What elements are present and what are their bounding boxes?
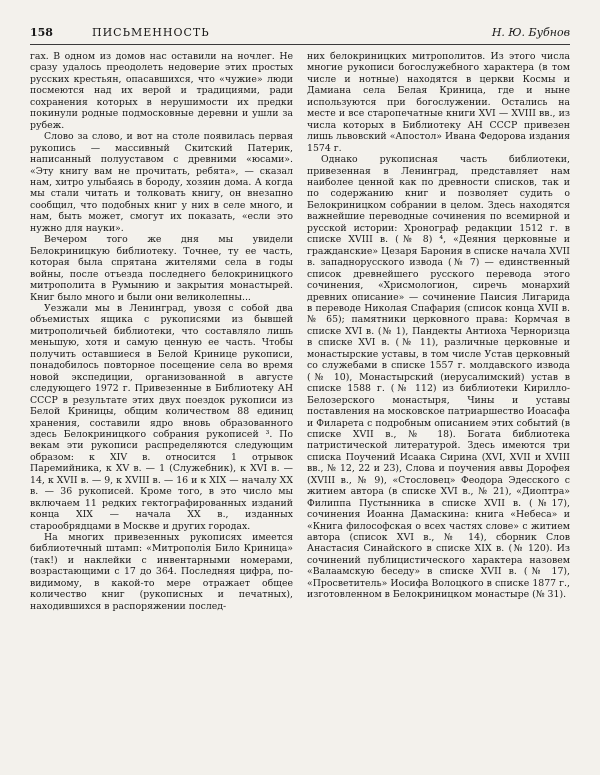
text-columns <box>30 51 570 612</box>
paragraph: Уезжали мы в Ленинград, увозя с собой два объемистых ящика с рукописями из бывшей митрополичьей библиотеки, что составляло лишь меньшую, хотя и самую ценную ее часть. Чтобы получить оставшиеся в Белой Кринице рукописи, понадобилось повторное посещение села во время новой экспедиции, организованной в августе следующего 1972 г. Привезенные в Библиотеку АН СССР в результате этих двух поездок рукописи из Белой Криницы, общим количеством 88 единиц хранения, составили ядро вновь образованного здесь Белокриницкого собрания рукописей ³. По векам эти рукописи распределяются следующим образом: к XIV в. относится 1 отрывок Паремийника, к XV в. — 1 (Служебник), к XVI в. — 14, к XVII в. — 9, к XVIII в. — 16 и к XIX — началу XX в. — 36 рукописей. Кроме того, в это число мы включаем 11 редких гектографированных изданий конца XIX — начала XX в., изданных старообрядцами в Москве и других городах. <box>30 302 293 532</box>
paragraph: гах. В одном из домов нас оставили на ночлег. Не сразу удалось преодолеть недоверие этих простых русских крестьян, опасавшихся, что «чужие» люди посмеются над их верой и традициями, ради сохранения которых в нерушимости их предки покинули родные подмосковные деревни и ушли за рубеж. <box>30 51 293 131</box>
left-column <box>30 51 293 612</box>
right-column <box>307 51 570 612</box>
section-title: ПИСЬМЕННОСТЬ <box>92 26 210 39</box>
paragraph: На многих привезенных рукописях имеется библиотечный штамп: «Митрополія Било Криница» (так!) и наклейки с инвентарными номерами, возрастающими с 17 до 364. Последняя цифра, по-видимому, в какой-то мере отражает общее количество книг (рукописных и печатных), находившихся в распоряжении послед- <box>30 532 293 612</box>
paragraph: них белокриницких митрополитов. Из этого числа многие рукописи богослужебного характера (в том числе и нотные) находятся в церкви Космы и Дамиана села Белая Криница, где и ныне используются при богослужении. Остались на месте и все старопечатные книги XVI — XVIII вв., из числа которых в Библиотеку АН СССР привезен лишь львовский «Апостол» Ивана Федорова издания 1574 г. <box>307 51 570 154</box>
paragraph: Вечером того же дня мы увидели Белокриницкую библиотеку. Точнее, ту ее часть, которая была спрятана жителями села в годы войны, после отъезда последнего белокриницкого митрополита в Румынию и закрытия монастырей. Книг было много и были они великолепны... <box>30 234 293 303</box>
paragraph: Однако рукописная часть библиотеки, привезенная в Ленинград, представляет нам наиболее ценной как по древности списков, так и по содержанию книг и позволяет судить о Белокриницком собрании в целом. Здесь находятся важнейшие переводные сочинения по всемирной и русской истории: Хронограф редакции 1512 г. в списке XVIII в. (№ 8) ⁴, «Деяния церковные и гражданские» Цезаря Барония в списке начала XVII в. западнорусского извода (№ 7) — единственный список древнейшего русского перевода этого сочинения, «Хрисмологион, сиречь монархий древних описание» — сочинение Паисия Лигарида в переводе Николая Спафария (список конца XVII в. № 65); памятники церковного права: Кормчая в списке XVI в. (№ 1), Пандекты Антиоха Черноризца в списке XVI в. (№ 11), различные церковные и монастырские уставы, в том числе Устав церковный со служебами в списке 1557 г. молдавского извода (№ 10), Монастырский (иерусалимский) устав в списке 1588 г. (№ 112) из библиотеки Кирилло-Белозерского монастыря, Чины и уставы поставления на московское патриаршество Иоасафа и Филарета с подробным описанием этих событий (в списке XVII в., № 18). Богата библиотека патристической литературой. Здесь имеются три списка Поучений Исаака Сирина (XVI, XVII и XVIII вв., № 12, 22 и 23), Слова и поучения аввы Дорофея (XVIII в., № 9), «Стословец» Феодора Эдесского с житием автора (в списке XVI в., № 21), «Диоптра» Филиппа Пустынника в списке XVII в. (№17), сочинения Иоанна Дамаскина: книга «Небеса» и «Книга философская о всех частях слове» с житием автора (список XVI в., № 14), сборник Слов Анастасия Синайского в списке XIX в. (№ 120). Из сочинений публицистического характера назовем «Валаамскую беседу» в списке XVII в. (№ 17), «Просветитель» Иосифа Волоцкого в списке 1877 г., изготовленном в Белокриницком монастыре (№ 31). <box>307 154 570 601</box>
paragraph: Слово за слово, и вот на столе появилась первая рукопись — массивный Скитский Патерик, написанный полууставом с древними «юсами». «Эту книгу вам не прочитать, ребята», — сказал нам, хитро улыбаясь в бороду, хозяин дома. А когда мы стали читать и толковать книгу, он внезапно сообщил, что подобных книг у них в селе много, и нам, быть может, смогут их показать, «если это нужно для науки». <box>30 131 293 234</box>
running-header <box>30 26 570 45</box>
page-number: 158 <box>30 26 53 39</box>
author-name: Н. Ю. Бубнов <box>491 26 570 39</box>
